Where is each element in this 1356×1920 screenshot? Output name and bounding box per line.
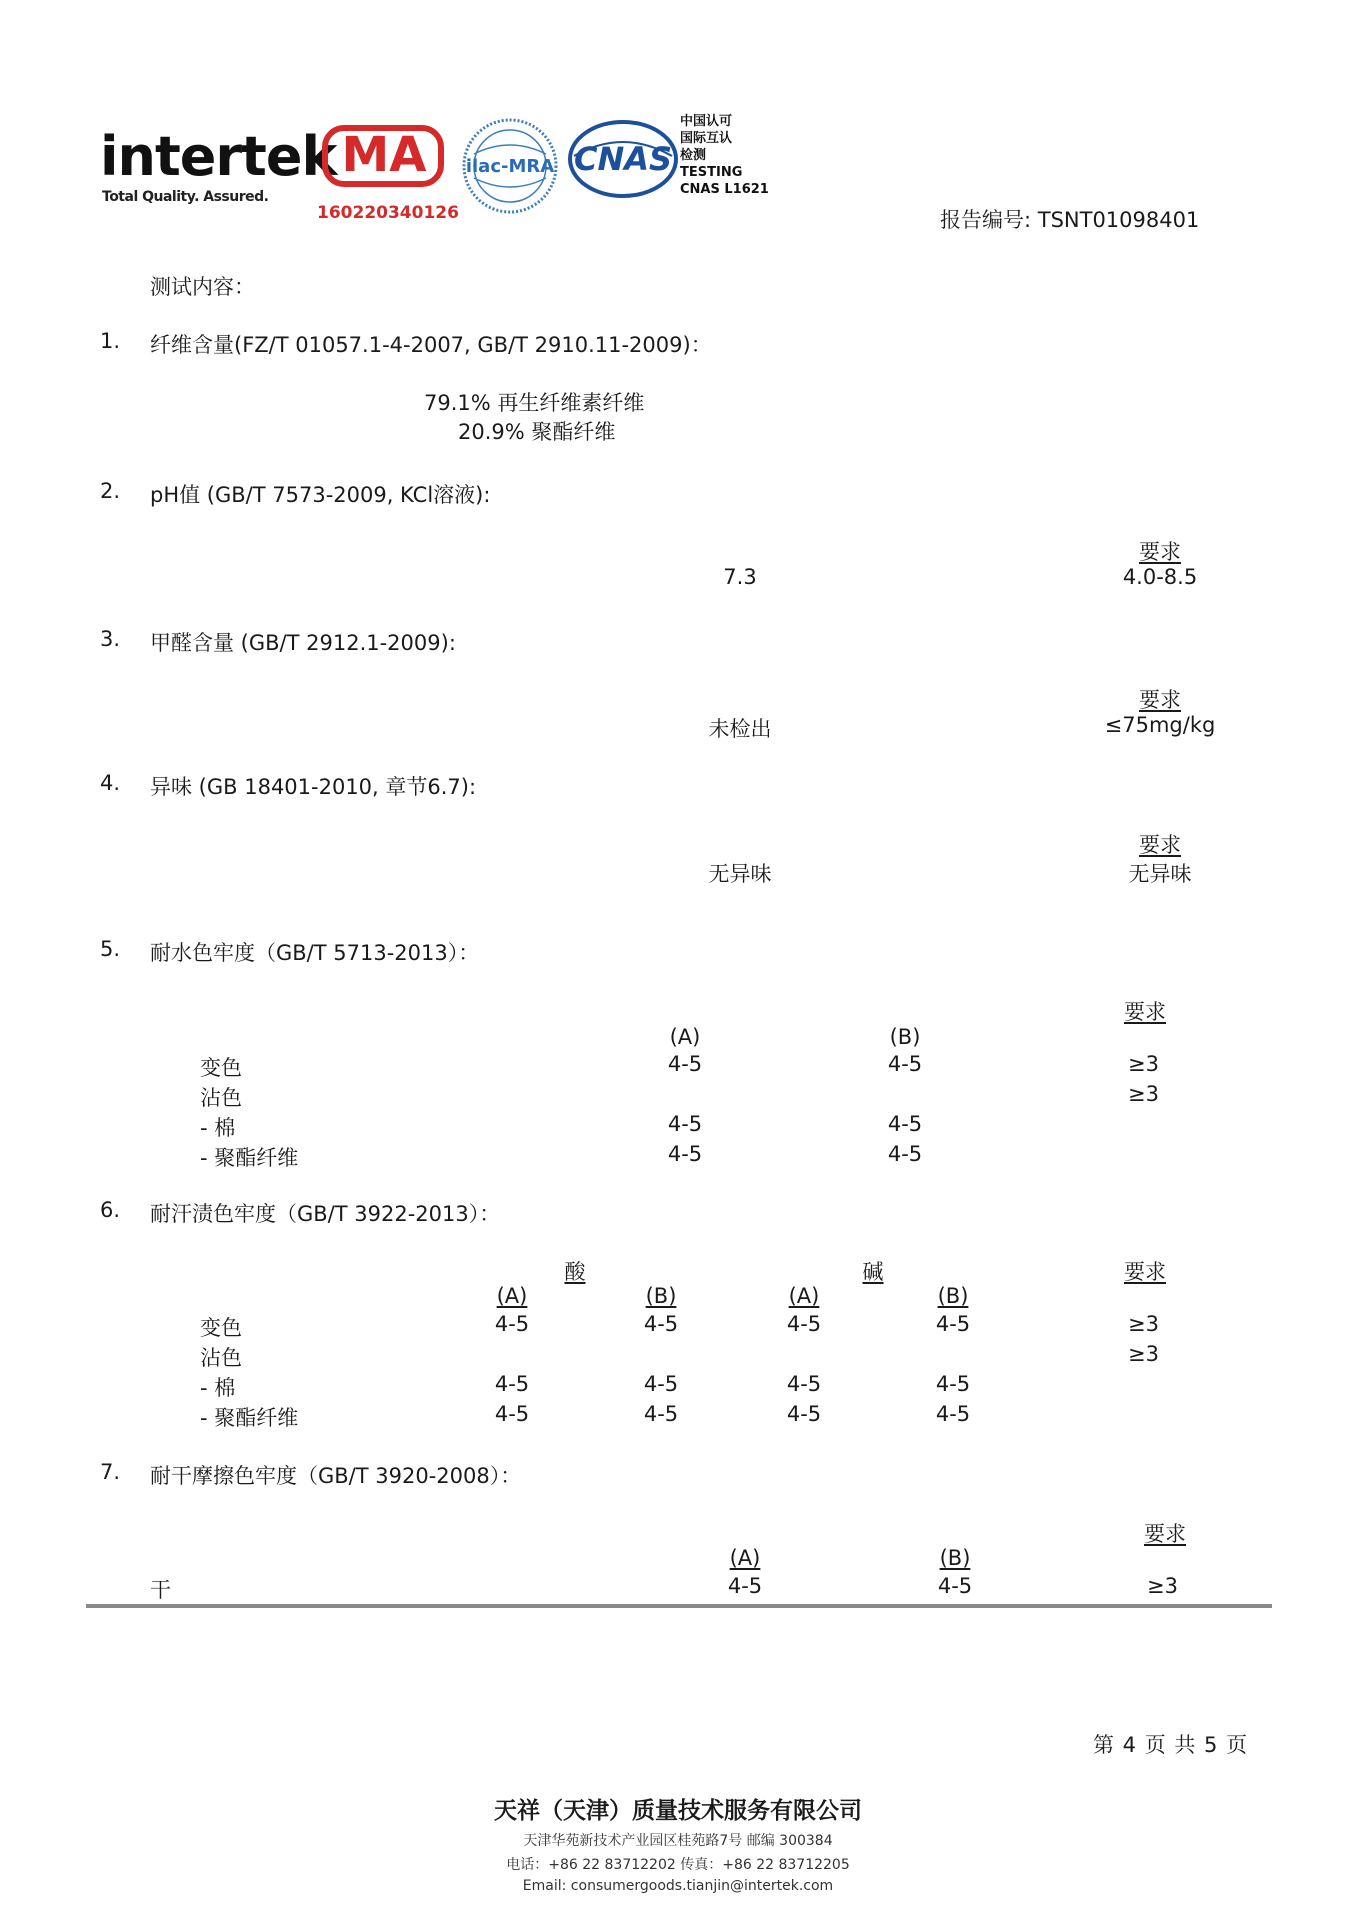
table-row-label: 变色 [200,1316,242,1340]
table-cell: 4-5 [643,1402,679,1426]
cnas-logo [568,120,678,198]
table-cell: 4-5 [786,1312,822,1336]
section-3-number: 3. [100,627,121,651]
section-4-requirement: 无异味 [1128,862,1192,886]
section-3-requirement: ≤75mg/kg [1104,713,1216,737]
section-5-requirement-label: 要求 [1124,1000,1166,1024]
company-phone: 电话：+86 22 83712202 传真：+86 22 83712205 [506,1857,850,1873]
section-6-title: 耐汗渍色牢度（GB/T 3922-2013）： [150,1202,501,1226]
table-row-label: 变色 [200,1056,242,1080]
section-2-requirement-label: 要求 [1139,540,1181,564]
table-cell-requirement: ≥3 [1128,1082,1159,1106]
table-cell: 4-5 [935,1372,971,1396]
cnas-line-1: 中国认可 [680,114,733,129]
table-cell: 4-5 [643,1312,679,1336]
company-name: 天祥（天津）质量技术服务有限公司 [494,1798,862,1824]
table-row-label: 沾色 [200,1346,242,1370]
report-number: 报告编号: TSNT01098401 [940,208,1200,232]
table-row-label: - 聚酯纤维 [200,1146,299,1170]
section-divider [86,1604,1272,1608]
table-cell: 4-5 [786,1372,822,1396]
section-7-col-b: (B) [939,1546,971,1570]
section-2-requirement: 4.0-8.5 [1122,565,1198,589]
company-email: Email: consumergoods.tianjin@intertek.com [522,1878,834,1894]
section-1-number: 1. [100,329,121,353]
table-cell: 4-5 [494,1402,530,1426]
page-indicator: 第 4 页 共 5 页 [1093,1733,1249,1757]
company-address: 天津华苑新技术产业园区桂苑路7号 邮编 300384 [523,1833,833,1849]
table-cell: 4-5 [887,1142,923,1166]
ilac-mra-logo [460,116,560,216]
section-2-number: 2. [100,479,121,503]
section-2-result: 7.3 [723,565,757,589]
table-cell: 4-5 [643,1372,679,1396]
section-6-col-alkali-a: (A) [788,1284,820,1308]
table-row-label: - 棉 [200,1376,236,1400]
section-6-requirement-label: 要求 [1124,1260,1166,1284]
section-6-number: 6. [100,1198,121,1222]
section-3-requirement-label: 要求 [1139,688,1181,712]
table-row-label: - 棉 [200,1116,236,1140]
table-cell: 4-5 [937,1574,973,1598]
section-4-requirement-label: 要求 [1139,833,1181,857]
section-3-result: 未检出 [708,717,772,741]
test-content-heading: 测试内容： [150,275,255,299]
section-5-col-a: (A) [669,1025,701,1049]
cnas-line-5: CNAS L1621 [680,182,769,197]
section-4-title: 异味 (GB 18401-2010, 章节6.7): [150,775,477,799]
table-cell: 4-5 [935,1312,971,1336]
ma-number: 160220340126 [317,203,459,223]
acid-header: 酸 [564,1260,586,1284]
fiber-line-1: 79.1% 再生纤维素纤维 [424,391,645,415]
table-cell: 4-5 [887,1112,923,1136]
alkali-header: 碱 [862,1260,884,1284]
table-row-label: 沾色 [200,1086,242,1110]
table-cell: 4-5 [667,1112,703,1136]
section-6-col-acid-b: (B) [645,1284,677,1308]
section-2-title: pH值 (GB/T 7573-2009, KCl溶液): [150,483,491,507]
table-cell-requirement: ≥3 [1128,1342,1159,1366]
section-4-result: 无异味 [708,862,772,886]
table-cell: 4-5 [727,1574,763,1598]
section-7-title: 耐干摩擦色牢度（GB/T 3920-2008）： [150,1464,522,1488]
table-cell: 4-5 [935,1402,971,1426]
table-row-label: 干 [150,1578,171,1602]
cnas-line-2: 国际互认 [680,131,733,146]
cnas-line-3: 检测 [680,148,707,163]
ilac-mra-text: ilac-MRA [465,156,555,177]
section-7-requirement-label: 要求 [1144,1522,1186,1546]
section-4-number: 4. [100,771,121,795]
table-cell-requirement: ≥3 [1128,1312,1159,1336]
ma-logo: MA [341,127,427,183]
cnas-line-4: TESTING [680,165,743,180]
section-7-number: 7. [100,1460,121,1484]
intertek-tagline: Total Quality. Assured. [102,189,269,205]
section-6-col-acid-a: (A) [496,1284,528,1308]
section-6-col-alkali-b: (B) [937,1284,969,1308]
table-cell: 4-5 [494,1372,530,1396]
section-3-title: 甲醛含量 (GB/T 2912.1-2009): [150,631,456,655]
table-cell-requirement: ≥3 [1128,1052,1159,1076]
table-row-label: - 聚酯纤维 [200,1406,299,1430]
intertek-logo: intertek [100,125,337,188]
section-7-col-a: (A) [729,1546,761,1570]
table-cell: 4-5 [494,1312,530,1336]
table-cell: 4-5 [887,1052,923,1076]
table-cell: 4-5 [667,1142,703,1166]
section-5-col-b: (B) [889,1025,921,1049]
section-5-title: 耐水色牢度（GB/T 5713-2013）： [150,941,480,965]
cnas-accreditation-text [680,113,769,198]
fiber-line-2: 20.9% 聚酯纤维 [458,420,616,444]
table-cell: 4-5 [667,1052,703,1076]
table-cell: 4-5 [786,1402,822,1426]
cnas-logo-text: CNAS [573,140,673,178]
section-5-number: 5. [100,937,121,961]
table-cell-requirement: ≥3 [1147,1574,1178,1598]
section-1-title: 纤维含量(FZ/T 01057.1-4-2007, GB/T 2910.11-2009)： [150,333,712,357]
